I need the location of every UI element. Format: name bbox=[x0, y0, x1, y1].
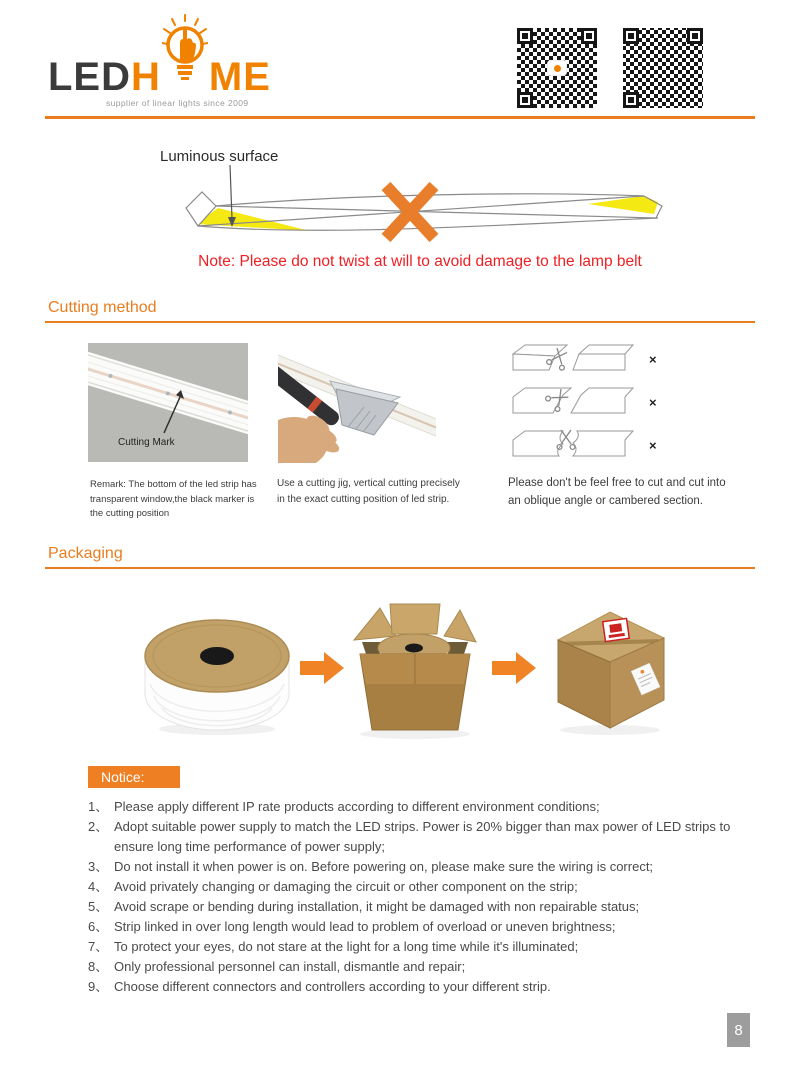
notice-item-number: 3、 bbox=[88, 859, 109, 874]
twisted-strip-figure bbox=[180, 162, 670, 255]
notice-item-6 bbox=[88, 917, 760, 937]
notice-item-4 bbox=[88, 877, 760, 897]
wrong-mark: × bbox=[649, 352, 657, 367]
notice-item-9 bbox=[88, 977, 760, 997]
cutting-jig-photo bbox=[278, 341, 436, 463]
logo-text-h: H bbox=[131, 55, 161, 100]
cutting-mark-photo bbox=[88, 343, 248, 462]
fragile-sticker bbox=[603, 618, 630, 641]
notice-item-text: Only professional personnel can install, dismantle and repair; bbox=[114, 959, 466, 974]
wrong-cutting-diagram bbox=[505, 336, 655, 465]
notice-item-5 bbox=[88, 897, 760, 917]
notice-item-text: Avoid privately changing or damaging the circuit or other component on the strip; bbox=[114, 879, 578, 894]
notice-item-number: 2、 bbox=[88, 819, 109, 834]
notice-item-text: Adopt suitable power supply to match the LED strips. Power is 20% bigger than max power of LED strips to ensure long time performance of power supply; bbox=[114, 819, 731, 854]
cutting-method-title: Cutting method bbox=[48, 299, 157, 316]
packaging-title: Packaging bbox=[48, 545, 123, 562]
logo-tagline: supplier of linear lights since 2009 bbox=[106, 98, 249, 108]
brand-logo bbox=[48, 22, 271, 108]
qr-center-logo bbox=[548, 61, 566, 75]
cutting-method-divider bbox=[45, 321, 755, 323]
notice-item-3 bbox=[88, 857, 760, 877]
wrong-mark: × bbox=[649, 395, 657, 410]
notice-item-number: 6、 bbox=[88, 919, 109, 934]
open-box-image bbox=[344, 592, 486, 747]
luminous-surface-label: Luminous surface bbox=[160, 148, 279, 165]
notice-item-number: 9、 bbox=[88, 979, 109, 994]
notice-item-number: 1、 bbox=[88, 799, 109, 814]
notice-item-text: Avoid scrape or bending during installation, it might be damaged with non repairable status; bbox=[114, 899, 640, 914]
cutting-caption-2: Use a cutting jig, vertical cutting precisely in the exact cutting position of led strip. bbox=[277, 478, 460, 505]
notice-item-text: Choose different connectors and controllers according to your different strip. bbox=[114, 979, 551, 994]
closed-box-image bbox=[548, 598, 672, 741]
notice-item-number: 8、 bbox=[88, 959, 109, 974]
cutting-caption-1: Remark: The bottom of the led strip has transparent window,the black marker is the cutting position bbox=[90, 479, 257, 520]
logo-text-led: LED bbox=[48, 55, 131, 100]
qr-code-right bbox=[623, 28, 703, 108]
notice-badge: Notice: bbox=[88, 766, 180, 788]
wrong-mark: × bbox=[649, 438, 657, 453]
notice-item-7 bbox=[88, 937, 760, 957]
logo-text-me: ME bbox=[208, 55, 271, 100]
qr-code-left bbox=[517, 28, 597, 108]
arrow-right-icon bbox=[492, 652, 536, 689]
notice-item-text: To protect your eyes, do not stare at the light for a long time while it's illuminated; bbox=[114, 939, 579, 954]
notice-item-8 bbox=[88, 957, 760, 977]
lightbulb-hand-icon bbox=[162, 13, 208, 94]
cutting-mark-label: Cutting Mark bbox=[118, 437, 175, 448]
notice-item-text: Do not install it when power is on. Before powering on, please make sure the wiring is correct; bbox=[114, 859, 654, 874]
notice-item-2 bbox=[88, 817, 760, 857]
notice-list bbox=[88, 797, 760, 997]
notice-item-number: 7、 bbox=[88, 939, 109, 954]
twist-warning-note: Note: Please do not twist at will to avoid damage to the lamp belt bbox=[198, 253, 642, 270]
packaging-divider bbox=[45, 567, 755, 569]
strip-reel-image bbox=[142, 596, 292, 743]
notice-item-text: Please apply different IP rate products according to different environment conditions; bbox=[114, 799, 600, 814]
arrow-right-icon bbox=[300, 652, 344, 689]
notice-item-number: 4、 bbox=[88, 879, 109, 894]
notice-item-1 bbox=[88, 797, 760, 817]
notice-item-number: 5、 bbox=[88, 899, 109, 914]
notice-item-text: Strip linked in over long length would lead to problem of overload or uneven brightness; bbox=[114, 919, 616, 934]
header-divider bbox=[45, 116, 755, 119]
cutting-caption-3: Please don't be feel free to cut and cut into an oblique angle or cambered section. bbox=[508, 477, 726, 508]
page-number: 8 bbox=[727, 1013, 750, 1047]
